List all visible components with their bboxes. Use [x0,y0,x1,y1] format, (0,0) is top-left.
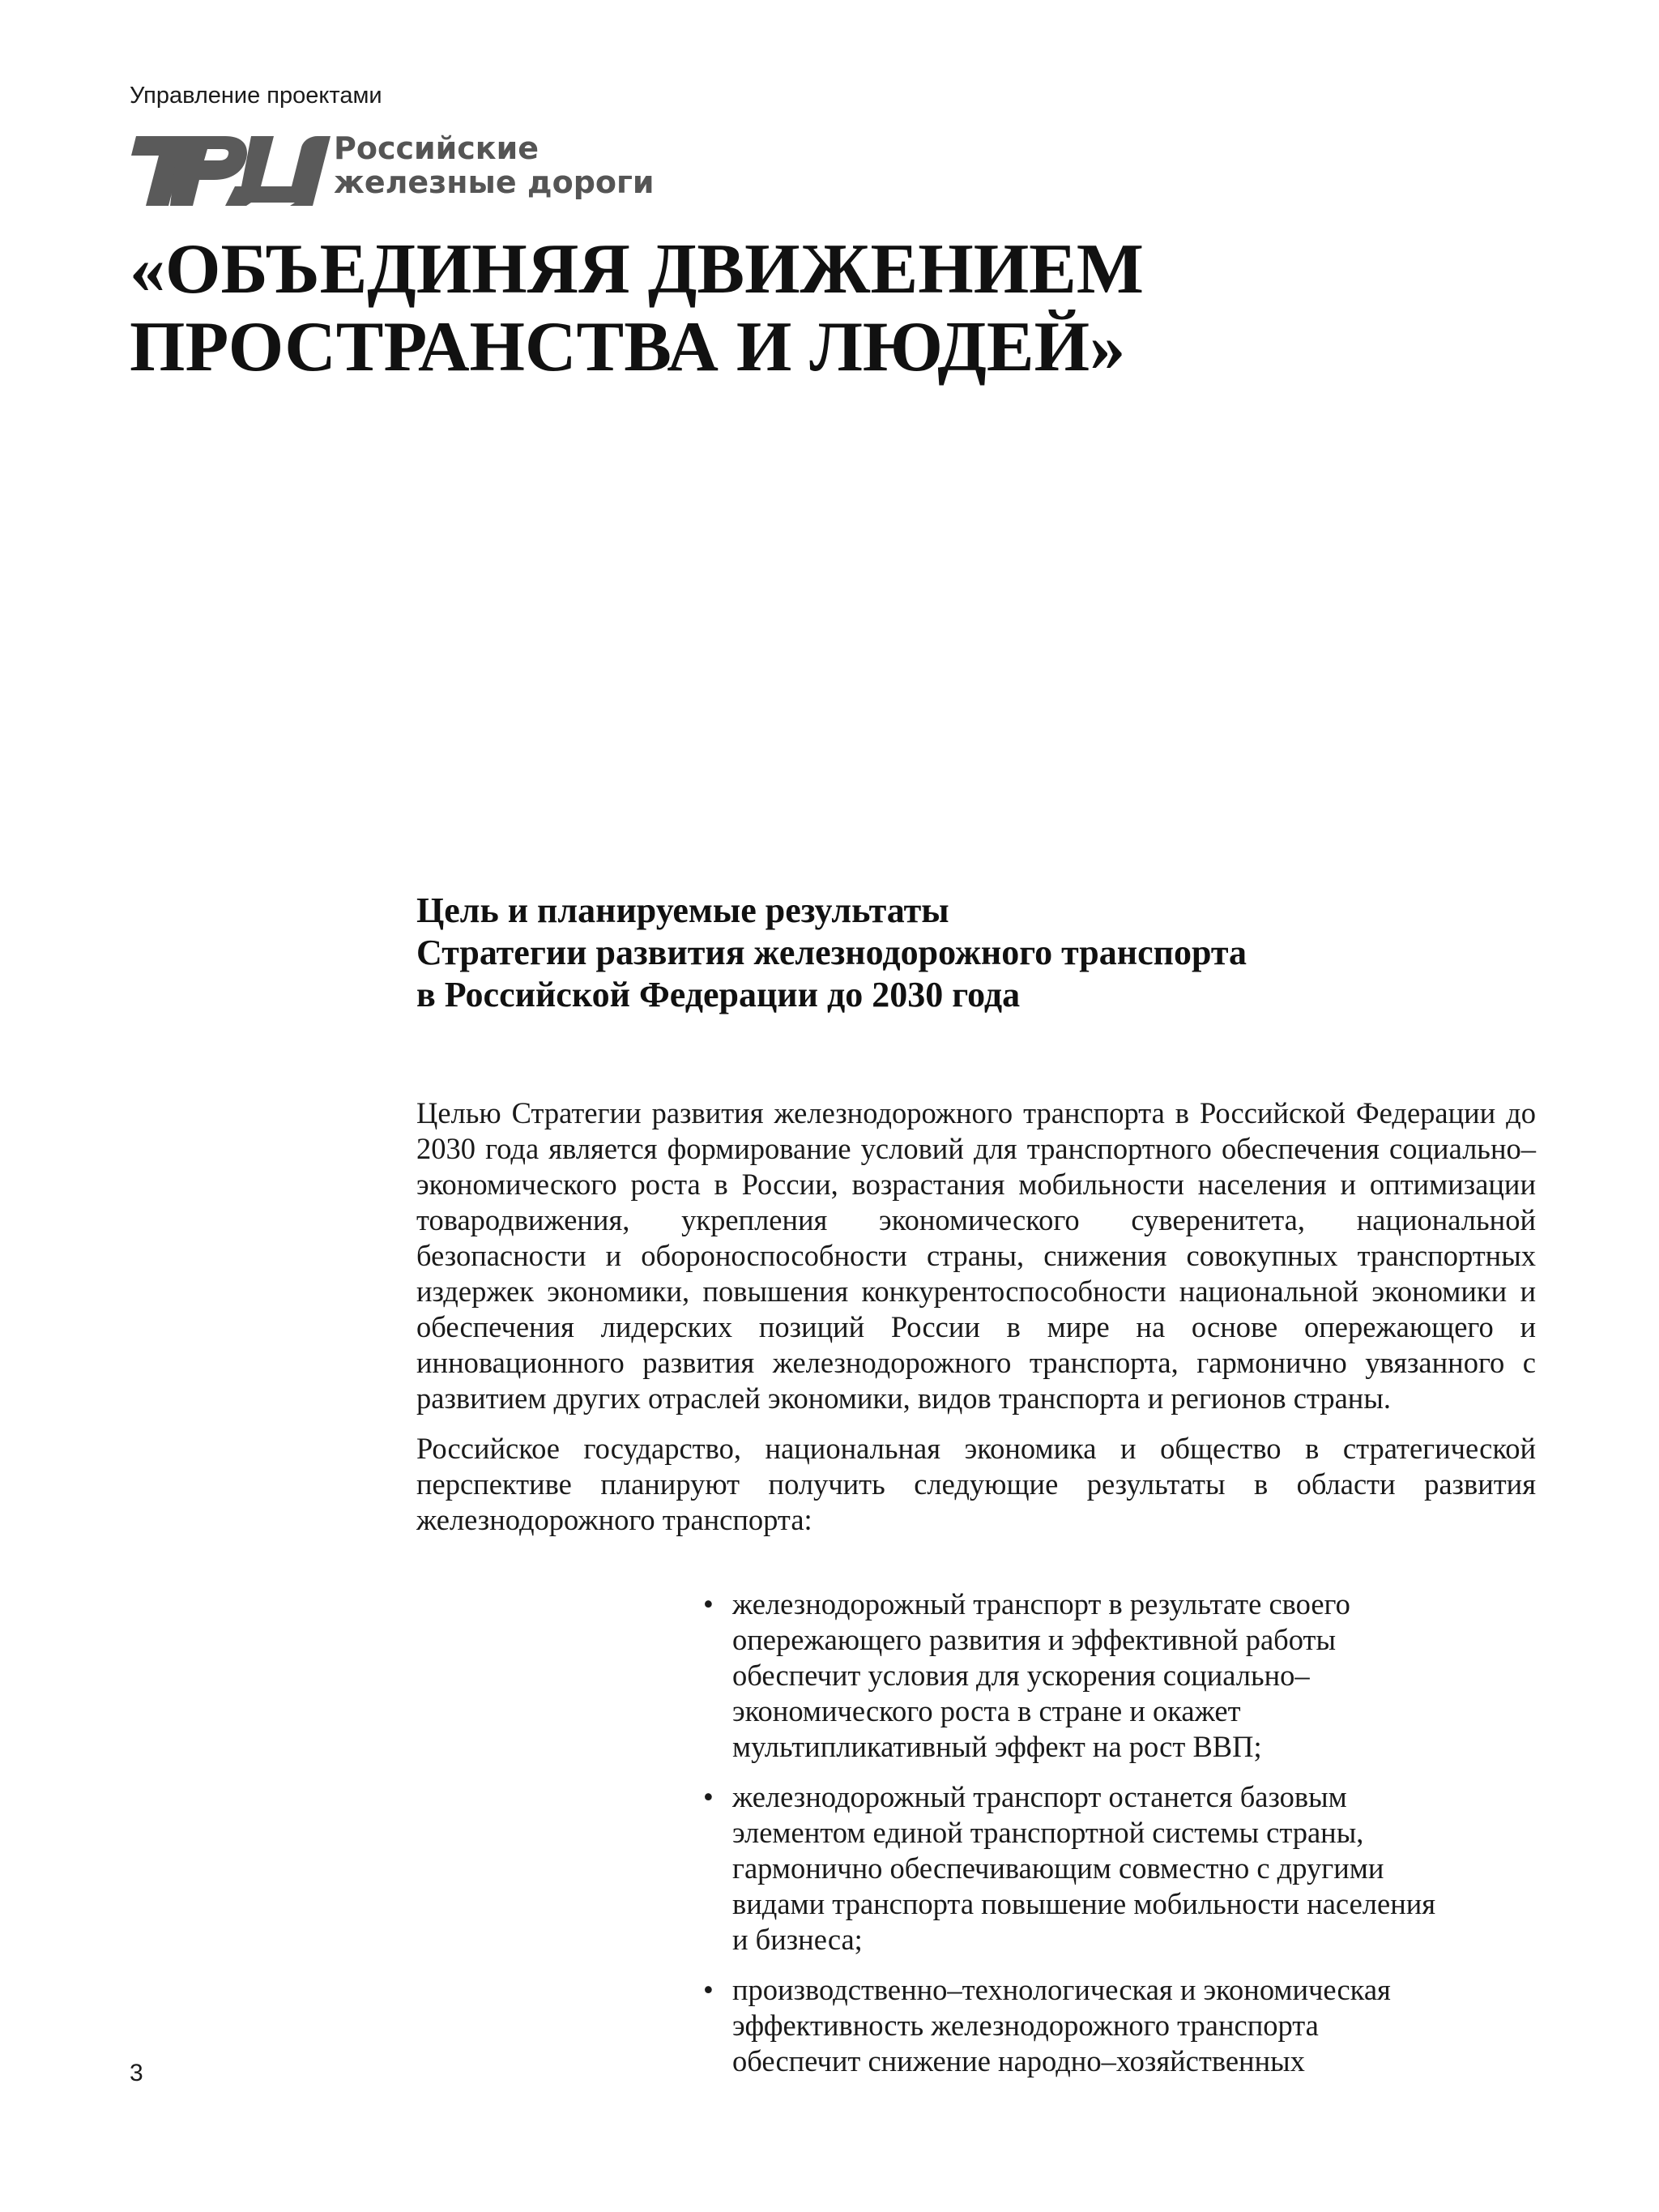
logo-wordmark [334,131,654,199]
list-item-line: обеспечит снижение народно–хозяйственных [732,2044,1305,2077]
list-item-line: производственно–технологическая и экономическая [732,1973,1391,2006]
rzd-logo [130,122,697,219]
list-item [703,1972,1513,2079]
list-item-line: обеспечит условия для ускорения социально– [732,1659,1310,1692]
page-title [130,231,1507,386]
section-heading [416,890,1591,1016]
results-list [703,1586,1513,2094]
section-heading-line-3: в Российской Федерации до 2030 года [416,975,1021,1014]
running-head: Управление проектами [130,83,382,109]
list-item-line: экономического роста в стране и окажет [732,1694,1241,1727]
section-heading-line-1: Цель и планируемые результаты [416,890,949,930]
list-item-line: железнодорожный транспорт в результате своего [732,1587,1350,1621]
list-item-line: и бизнеса; [732,1923,863,1956]
list-item-line: эффективность железнодорожного транспорта [732,2009,1319,2042]
bullet-icon: • [703,1587,714,1621]
page-number: 3 [130,2060,143,2086]
list-item-line: видами транспорта повышение мобильности населения [732,1887,1436,1920]
list-item [703,1586,1513,1765]
page-title-line-1: «ОБЪЕДИНЯЯ ДВИЖЕНИЕМ [130,230,1144,309]
list-item [703,1779,1513,1958]
list-item-line: гармонично обеспечивающим совместно с другими [732,1851,1384,1885]
list-item-line: элементом единой транспортной системы страны, [732,1816,1364,1849]
list-item-line: железнодорожный транспорт останется базовым [732,1780,1347,1813]
rzd-logo-mark-icon [130,122,332,211]
logo-line-2: железные дороги [334,164,655,200]
paragraph-goal: Целью Стратегии развития железнодорожного транспорта в Российской Федерации до 2030 года является формирование условий для транспортного обеспечения социально–экономического роста в России, возрастания мобильности населения и оптимизации товародвижения, укрепления экономического суверенитета, национальной безопасности и обороноспособности страны, снижения совокупных транспортных издержек экономики, повышения конкурентоспособности национальной экономики и обеспечения лидерских позиций России в мире на основе опережающего и инновационного развития железнодорожного транспорта, гармонично увязанного с развитием других отраслей экономики, видов транспорта и регионов страны. [416,1096,1536,1415]
paragraph-results-intro: Российское государство, национальная экономика и общество в стратегической перспективе планируют получить следующие результаты в области развития железнодорожного транспорта: [416,1432,1536,1536]
list-item-line: опережающего развития и эффективной работы [732,1623,1336,1656]
bullet-icon: • [703,1780,714,1813]
body-text [416,1095,1536,1552]
logo-line-1: Российские [334,130,539,166]
page-title-line-2: ПРОСТРАНСТВА И ЛЮДЕЙ» [130,308,1126,386]
list-item-line: мультипликативный эффект на рост ВВП; [732,1730,1262,1763]
bullet-icon: • [703,1973,714,2006]
section-heading-line-2: Стратегии развития железнодорожного транспорта [416,933,1247,972]
